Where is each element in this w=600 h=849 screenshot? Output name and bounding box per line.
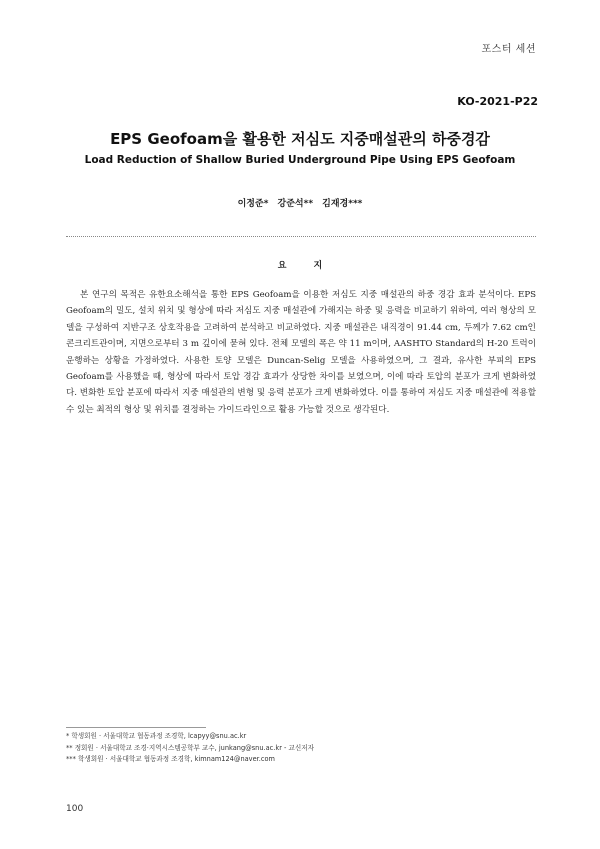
footnotes [66,731,536,766]
abstract-heading: 요 지 [277,261,335,271]
title-korean: EPS Geofoam을 활용한 저심도 지중매설관의 하중경감 [110,130,490,148]
title-english: Load Reduction of Shallow Buried Underground Pipe Using EPS Geofoam [84,154,516,166]
authors: 이정준* 강준석** 김재경*** [237,199,363,209]
footnote-first-author: * 학생회원 · 서울대학교 협동과정 조경학, lcapyy@snu.ac.kr [66,732,247,740]
footnote-third-author: *** 학생회원 · 서울대학교 협동과정 조경학, kimnam124@naver.com [66,755,275,764]
paper-id: KO-2021-P22 [457,95,538,108]
footnote-corresponding-author: ** 정회원 · 서울대학교 조경·지역시스템공학부 교수, junkang@snu.ac.kr - 교신저자 [66,743,314,752]
abstract-body: 본 연구의 목적은 유한요소해석을 통한 EPS Geofoam을 이용한 저심도 지중 매설관의 하중 경감 효과 분석이다. EPS Geofoam의 밀도, 설치 위치 및 형상에 따라 저심도 지중 매설관에 가해지는 하중 및 응력을 비교하기 위하여, 여러 형상의 모델을 구성하여 지반구조 상호작용을 고려하여 분석하고 비교하였다. 지중 매설관은 내직경이 91.44 cm, 두께가 7.62 cm인 콘크리트관이며, 지면으로부터 3 m 깊이에 묻혀 있다. 전체 모델의 폭은 약 11 m이며, AASHTO Standard의 H-20 트럭이 운행하는 상황을 가정하였다. 사용한 토양 모델은 Duncan-Selig 모델을 사용하였으며, 그 결과, 유사한 부피의 EPS Geofoam를 사용했을 때, 형상에 따라서 토압 경감 효과가 상당한 차이를 보였으며, 이에 따라 토압의 분포가 크게 변화하였다. 변화한 토압 분포에 따라서 지중 매설관의 변형 및 응력 분포가 크게 변화하였다. 이를 통하여 저심도 지중 매설관에 적용할 수 있는 최적의 형상 및 위치를 결정하는 가이드라인으로 활용 가능할 것으로 생각된다. [66,290,536,415]
footnote-rule [66,727,206,728]
section-label: 포스터 세션 [481,44,536,55]
page-number: 100 [66,804,84,814]
dotted-divider [66,236,536,237]
